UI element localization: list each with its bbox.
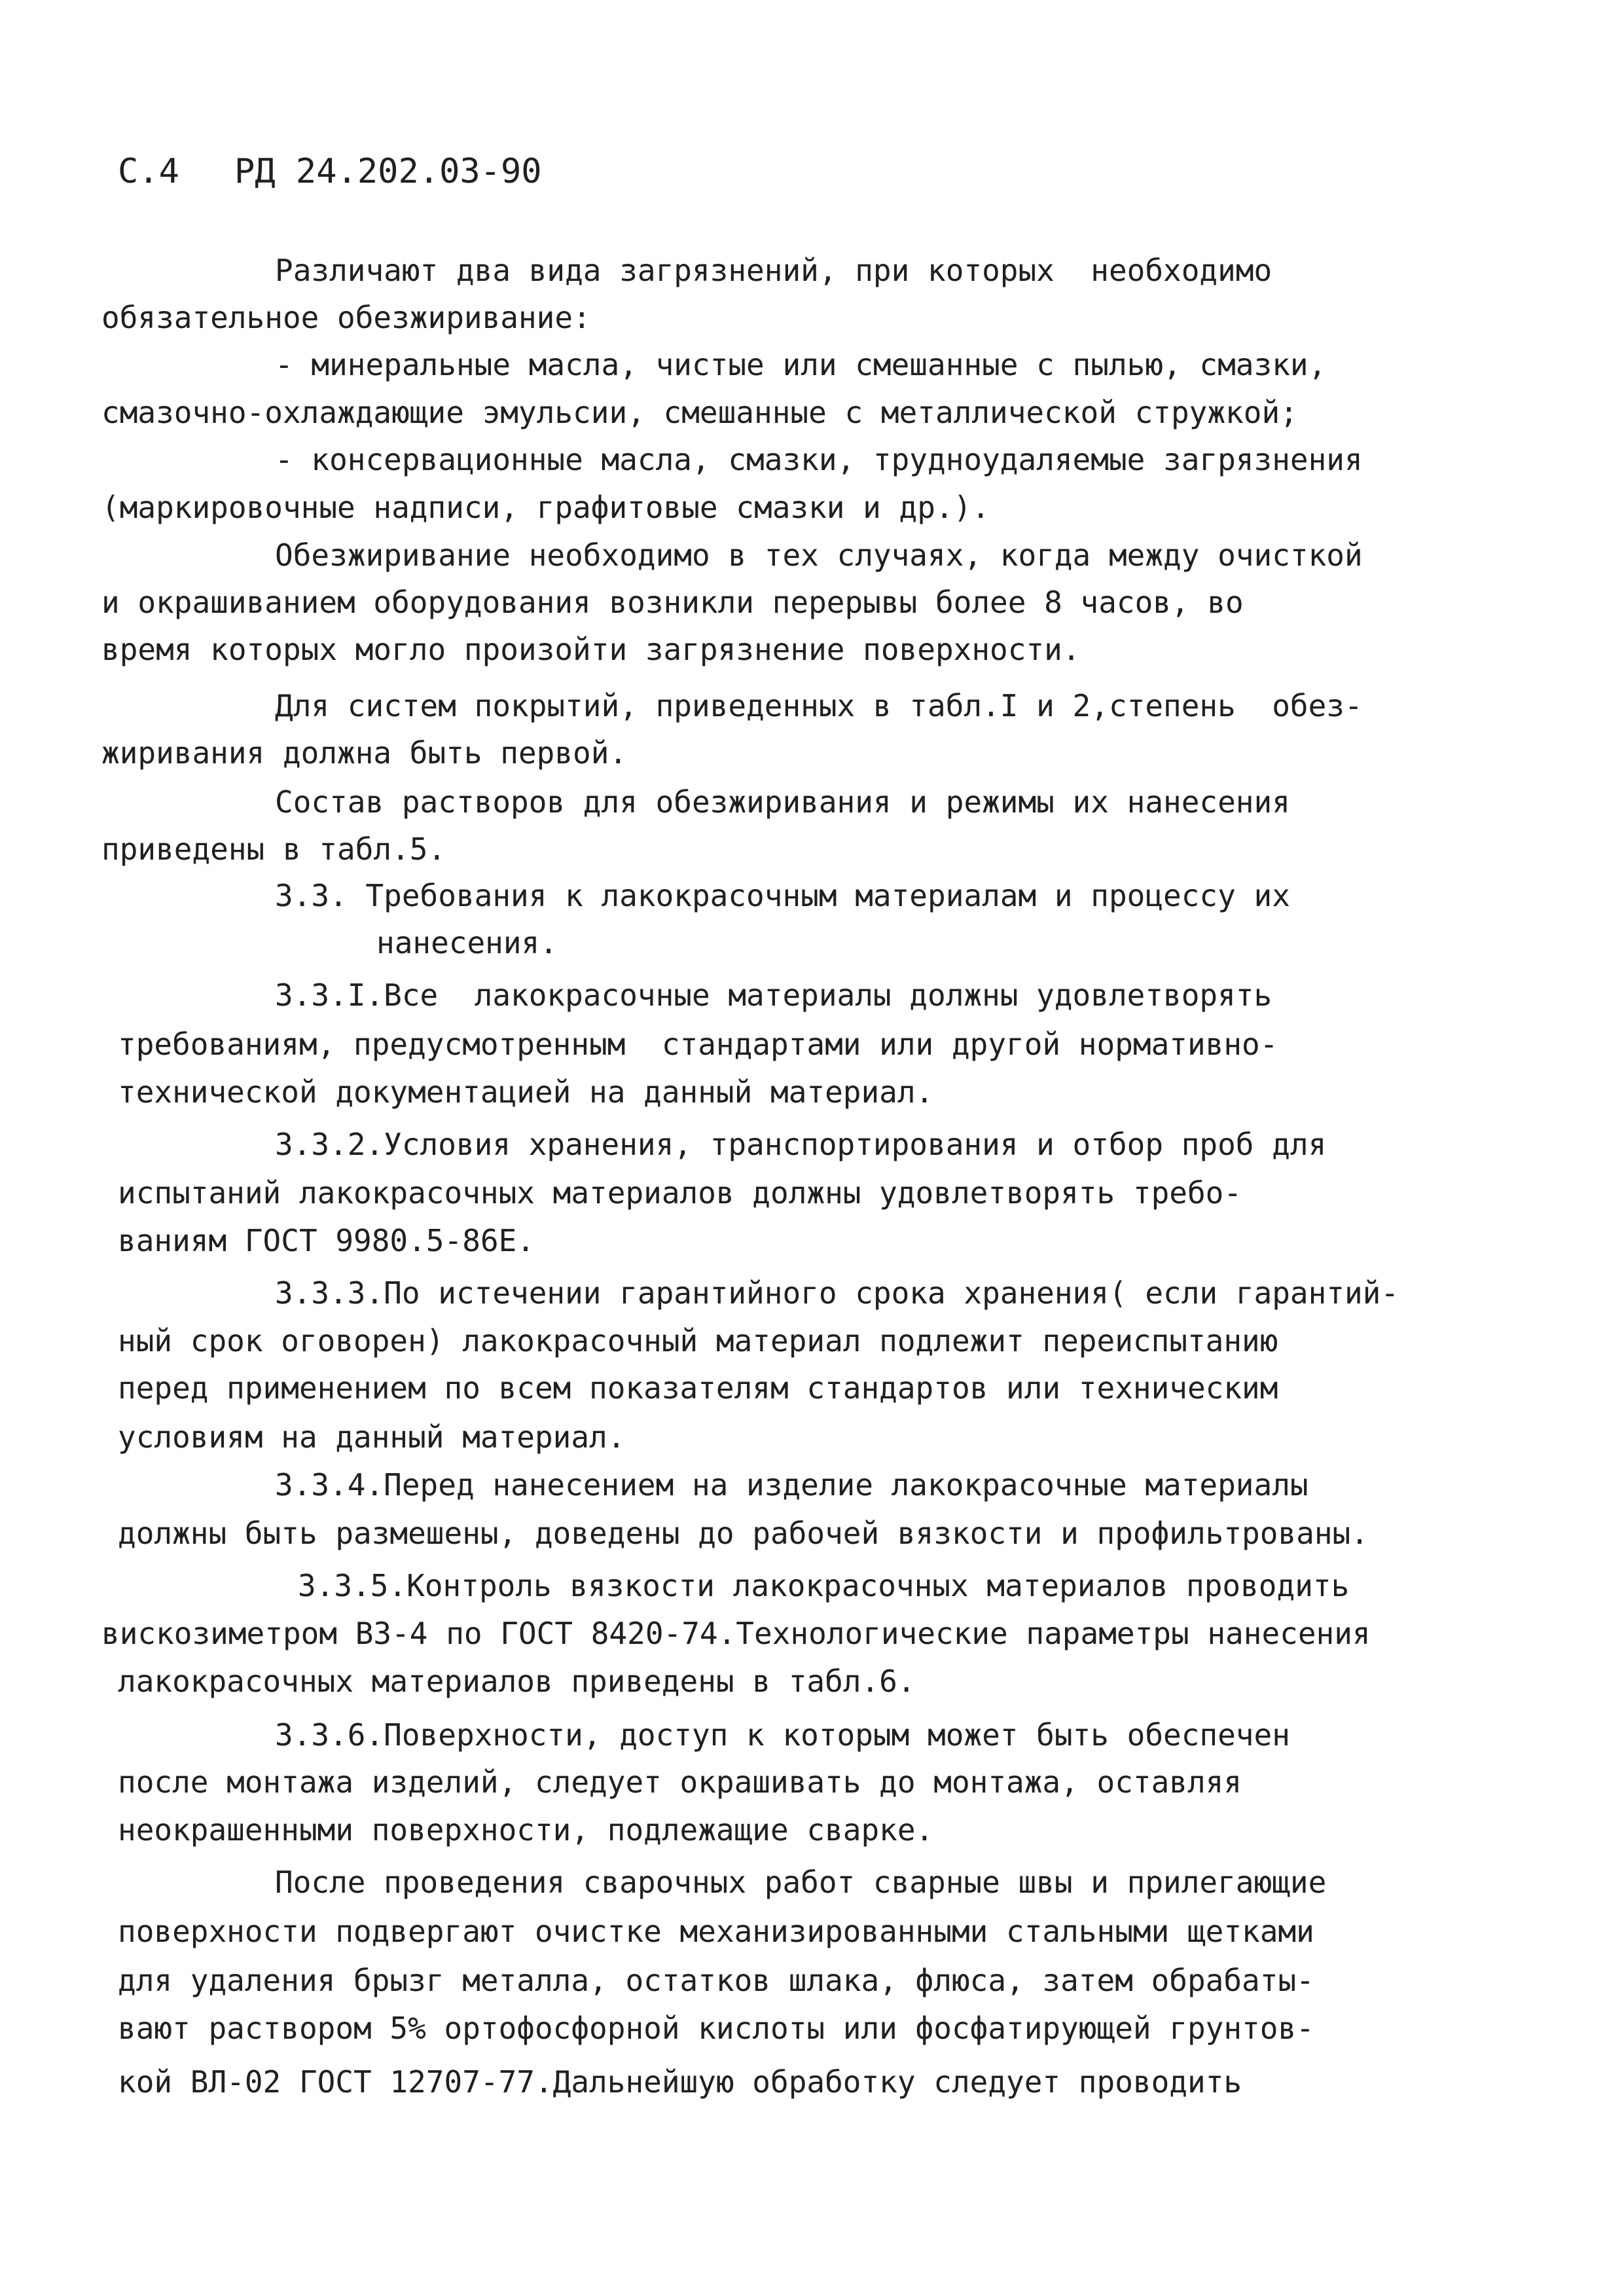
- text-line: условиям на данный материал.: [118, 1419, 626, 1455]
- text-line: - минеральные масла, чистые или смешанные с пылью, смазки,: [275, 347, 1327, 382]
- text-line: время которых могло произойти загрязнение поверхности.: [101, 632, 1081, 667]
- text-line: обязательное обезжиривание:: [101, 300, 591, 335]
- section-heading: 3.3. Требования к лакокрасочным материалам и процессу их: [275, 878, 1290, 913]
- text-line: 3.3.2.Условия хранения, транспортирования и отбор проб для: [275, 1127, 1327, 1162]
- text-line: жиривания должна быть первой.: [101, 735, 628, 771]
- text-line: Для систем покрытий, приведенных в табл.I и 2,степень обез-: [275, 688, 1363, 723]
- text-line: после монтажа изделий, следует окрашивать до монтажа, оставляя: [118, 1764, 1242, 1800]
- page-number: С.4: [118, 152, 179, 191]
- text-line: неокрашенными поверхности, подлежащие сварке.: [118, 1812, 934, 1848]
- text-line: технической документацией на данный материал.: [118, 1074, 934, 1110]
- text-line: ный срок оговорен) лакокрасочный материал подлежит переиспытанию: [118, 1323, 1278, 1358]
- text-line: перед применением по всем показателям стандартов или техническим: [118, 1370, 1278, 1406]
- text-line: кой ВЛ-02 ГОСТ 12707-77.Дальнейшую обработку следует проводить: [118, 2064, 1242, 2100]
- text-line: 3.3.4.Перед нанесением на изделие лакокрасочные материалы: [275, 1467, 1308, 1503]
- text-line: Различают два вида загрязнений, при которых необходимо: [275, 253, 1272, 288]
- text-line: должны быть размешены, доведены до рабочей вязкости и профильтрованы.: [118, 1516, 1369, 1551]
- section-heading: нанесения.: [376, 925, 558, 960]
- text-line: испытаний лакокрасочных материалов должны удовлетворять требо-: [118, 1175, 1242, 1211]
- document-code: РД 24.202.03-90: [234, 152, 542, 191]
- text-line: и окрашиванием оборудования возникли перерывы более 8 часов, во: [101, 585, 1244, 620]
- text-line: Обезжиривание необходимо в тех случаях, когда между очисткой: [275, 538, 1363, 573]
- text-line: 3.3.5.Контроль вязкости лакокрасочных материалов проводить: [298, 1568, 1350, 1603]
- text-line: для удаления брызг металла, остатков шлака, флюса, затем обрабаты-: [118, 1963, 1314, 1998]
- text-line: Состав растворов для обезжиривания и режимы их нанесения: [275, 784, 1290, 820]
- text-line: 3.3.3.По истечении гарантийного срока хранения( если гарантий-: [275, 1275, 1399, 1311]
- text-line: (маркировочные надписи, графитовые смазки и др.).: [101, 490, 990, 525]
- text-line: поверхности подвергают очистке механизированными стальными щетками: [118, 1914, 1314, 1949]
- text-line: смазочно-охлаждающие эмульсии, смешанные с металлической стружкой;: [101, 395, 1298, 430]
- text-line: вают раствором 5% ортофосфорной кислоты или фосфатирующей грунтов-: [118, 2011, 1314, 2046]
- text-line: 3.3.I.Все лакокрасочные материалы должны удовлетворять: [275, 977, 1272, 1013]
- text-line: После проведения сварочных работ сварные швы и прилегающие: [275, 1865, 1327, 1900]
- text-line: - консервационные масла, смазки, трудноудаляемые загрязнения: [275, 442, 1363, 477]
- text-line: приведены в табл.5.: [101, 831, 446, 867]
- text-line: требованиям, предусмотренным стандартами или другой нормативно-: [118, 1027, 1278, 1062]
- text-line: лакокрасочных материалов приведены в табл.6.: [118, 1664, 916, 1699]
- text-line: ваниям ГОСТ 9980.5-86Е.: [118, 1223, 535, 1258]
- text-line: вискозиметром ВЗ-4 по ГОСТ 8420-74.Технологические параметры нанесения: [101, 1616, 1371, 1651]
- text-line: 3.3.6.Поверхности, доступ к которым может быть обеспечен: [275, 1717, 1290, 1753]
